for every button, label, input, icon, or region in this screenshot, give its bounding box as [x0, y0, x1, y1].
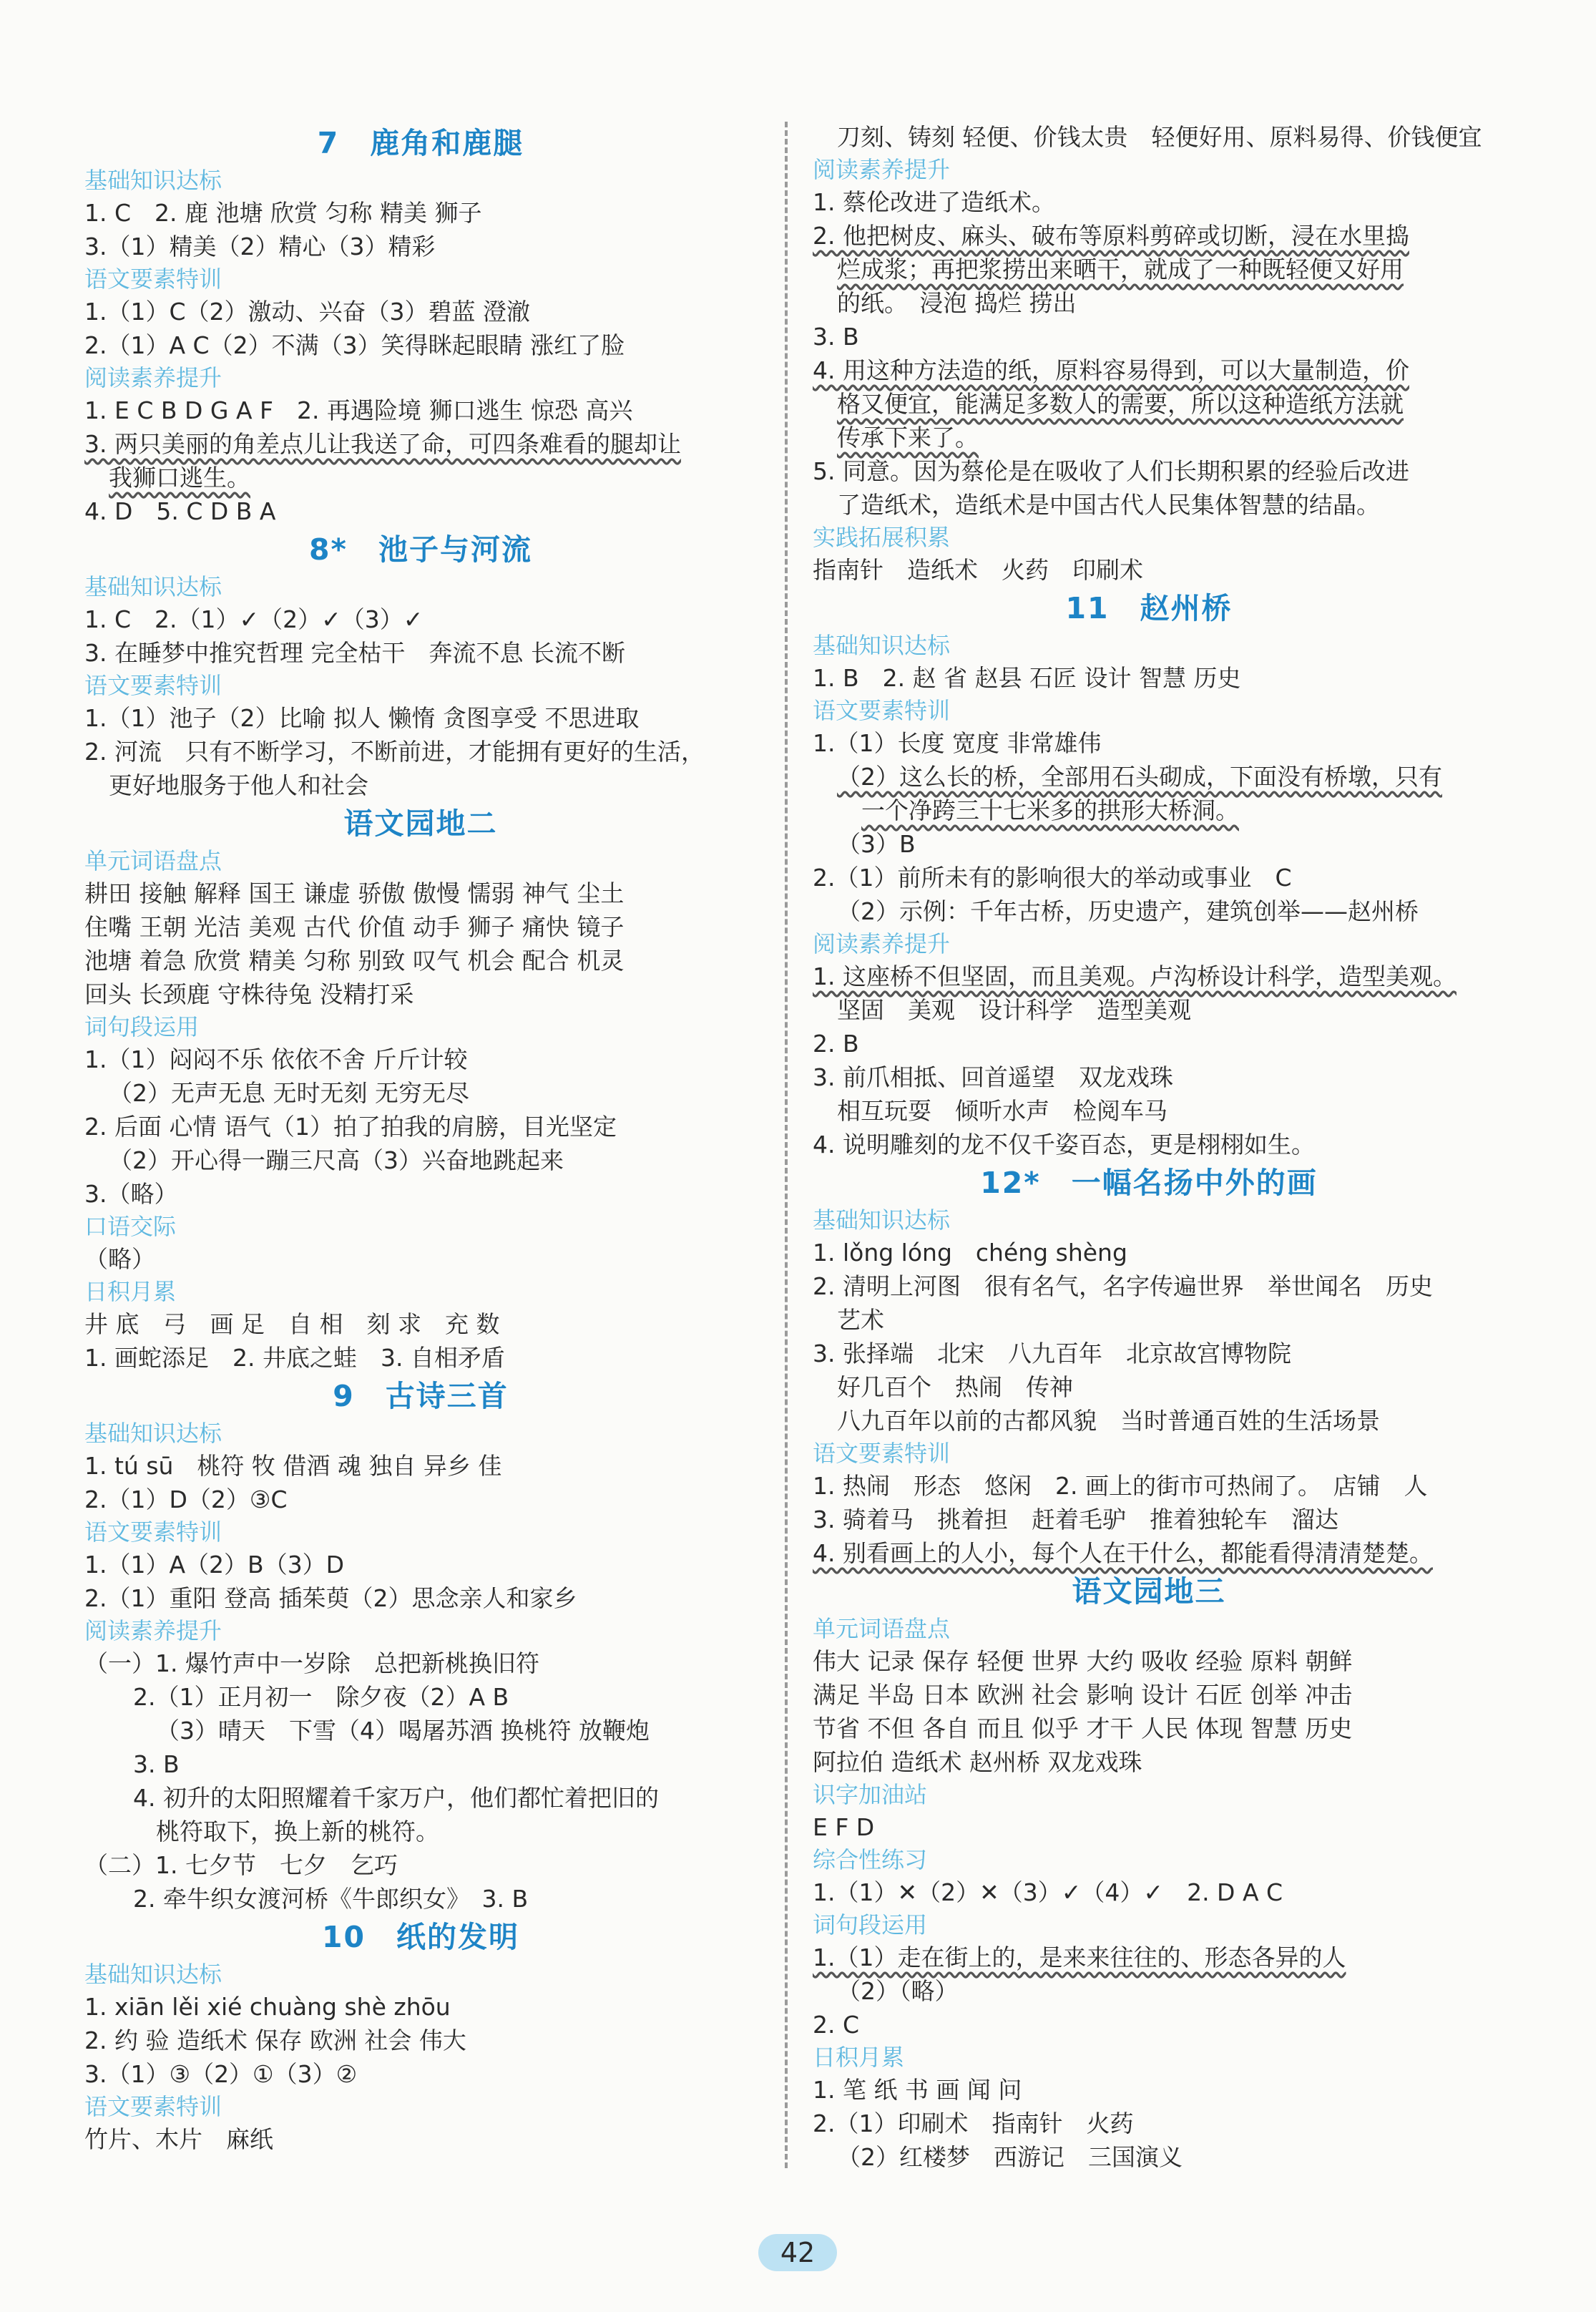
answer-line: 竹片、木片 麻纸	[84, 2125, 273, 2153]
answer-line: 2. 清明上河图 很有名气，名字传遍世界 举世闻名 历史	[813, 1272, 1433, 1300]
lesson-title: 8* 池子与河流	[309, 532, 532, 567]
answer-line: 3. 张择端 北宋 八九百年 北京故宫博物院	[813, 1340, 1291, 1367]
answer-line: 耕田 接触 解释 国王 谦虚 骄傲 傲慢 懦弱 神气 尘土	[84, 879, 625, 907]
answer-line: 3.（略）	[84, 1180, 178, 1208]
answer-line: 1.（1）A（2）B（3）D	[84, 1551, 345, 1579]
answer-line: 4. D 5. C D B A	[84, 497, 276, 525]
answer-line: 艺术	[837, 1306, 884, 1334]
section-heading: 语文要素特训	[84, 265, 222, 293]
answer-line: 1.（1）闷闷不乐 依依不舍 斤斤计较	[84, 1045, 468, 1073]
answer-line: （3）晴天 下雪（4）喝屠苏酒 换桃符 放鞭炮	[156, 1717, 650, 1745]
answer-line: 阿拉伯 造纸术 赵州桥 双龙戏珠	[813, 1748, 1142, 1776]
section-heading: 语文要素特训	[813, 697, 951, 724]
answer-line: 2.（1）重阳 登高 插茱萸（2）思念亲人和家乡	[84, 1584, 577, 1612]
answer-line: 1.（1）池子（2）比喻 拟人 懒惰 贪图享受 不思进取	[84, 704, 640, 732]
answer-line: 1. 画蛇添足 2. 井底之蛙 3. 自相矛盾	[84, 1344, 505, 1372]
answer-line: 1. 热闹 形态 悠闲 2. 画上的街市可热闹了。 店铺 人	[813, 1472, 1428, 1500]
answer-column-right	[813, 120, 1485, 2174]
answer-line: 一个净跨三十七米多的拱形大桥洞。	[861, 796, 1239, 824]
answer-line: 3. B	[133, 1750, 180, 1778]
answer-line: 5. 同意。因为蔡伦是在吸收了人们长期积累的经验后改进	[813, 457, 1409, 485]
answer-line: 传承下来了。	[837, 424, 979, 452]
answer-line: 1. lǒng lóng chéng shèng	[813, 1239, 1127, 1267]
answer-line: 相互玩耍 倾听水声 检阅车马	[837, 1097, 1167, 1125]
section-heading: 基础知识达标	[84, 573, 222, 600]
answer-line: 2. 河流 只有不断学习，不断前进，才能拥有更好的生活，	[84, 738, 705, 766]
answer-line: 2.（1）A C（2）不满（3）笑得眯起眼睛 涨红了脸	[84, 331, 625, 359]
answer-line: 1. 笔 纸 书 画 闻 问	[813, 2076, 1022, 2104]
answer-line: 1.（1）走在街上的，是来来往往的、形态各异的人	[813, 1943, 1346, 1971]
answer-line: 了造纸术，造纸术是中国古代人民集体智慧的结晶。	[837, 491, 1380, 519]
lesson-title: 10 纸的发明	[321, 1920, 520, 1954]
lesson-title: 9 古诗三首	[333, 1379, 509, 1413]
answer-line: （二）1. 七夕节 七夕 乞巧	[84, 1851, 398, 1879]
answer-line: 4. 别看画上的人小，每个人在干什么，都能看得清清楚楚。	[813, 1539, 1433, 1567]
answer-line: 1.（1）C（2）激动、兴奋（3）碧蓝 澄澈	[84, 298, 531, 326]
answer-column-left	[84, 122, 757, 2156]
answer-line: （2）（略）	[837, 1977, 959, 2005]
answer-line: 1. 蔡伦改进了造纸术。	[813, 188, 1055, 216]
answer-line: （2）开心得一蹦三尺高（3）兴奋地跳起来	[109, 1146, 564, 1174]
answer-line: 3. 两只美丽的角差点儿让我送了命，可四条难看的腿却让	[84, 430, 681, 458]
answer-line: 烂成浆；再把浆捞出来晒干，就成了一种既轻便又好用	[837, 255, 1404, 283]
answer-line: 4. 用这种方法造的纸，原料容易得到，可以大量制造，价	[813, 356, 1409, 384]
answer-line: 1. xiān lěi xié chuàng shè zhōu	[84, 1993, 451, 2021]
column-divider	[785, 122, 788, 2168]
section-heading: 词句段运用	[813, 1911, 928, 1938]
section-heading: 实践拓展积累	[813, 524, 951, 551]
answer-line: 3. B	[813, 323, 859, 351]
answer-line: 好几百个 热闹 传神	[837, 1373, 1073, 1401]
answer-line: 伟大 记录 保存 轻便 世界 大约 吸收 经验 原料 朝鲜	[813, 1647, 1353, 1675]
answer-line: 格又便宜，能满足多数人的需要，所以这种造纸方法就	[837, 390, 1404, 418]
answer-line: 2.（1）D（2）③C	[84, 1486, 288, 1513]
answer-line: 1. B 2. 赵 省 赵县 石匠 设计 智慧 历史	[813, 664, 1241, 692]
answer-line: 2. 牵牛织女渡河桥《牛郎织女》 3. B	[133, 1885, 529, 1913]
answer-line: （2）这么长的桥，全部用石头砌成，下面没有桥墩，只有	[837, 763, 1442, 791]
section-heading: 语文要素特训	[813, 1440, 951, 1467]
answer-line: 住嘴 王朝 光洁 美观 古代 价值 动手 狮子 痛快 镜子	[84, 913, 625, 941]
answer-line: 八九百年以前的古都风貌 当时普通百姓的生活场景	[837, 1407, 1380, 1435]
answer-line: 3.（1）精美（2）精心（3）精彩	[84, 233, 436, 260]
answer-line: 1.（1）✕（2）✕（3）✓（4）✓ 2. D A C	[813, 1878, 1283, 1906]
lesson-title: 语文园地三	[1072, 1574, 1226, 1609]
answer-line: （2）红楼梦 西游记 三国演义	[837, 2143, 1183, 2171]
section-heading: 阅读素养提升	[84, 1617, 222, 1644]
answer-line: 池塘 着急 欣赏 精美 匀称 别致 叹气 机会 配合 机灵	[84, 947, 625, 975]
answer-line: 我狮口逃生。	[109, 464, 250, 492]
section-heading: 识字加油站	[813, 1781, 928, 1808]
lesson-title: 12* 一幅名扬中外的画	[980, 1166, 1318, 1200]
answer-line: 1.（1）长度 宽度 非常雄伟	[813, 729, 1102, 757]
answer-line: 2. B	[813, 1030, 859, 1058]
section-heading: 基础知识达标	[84, 1961, 222, 1988]
section-heading: 口语交际	[84, 1213, 177, 1240]
answer-line: （2）示例：千年古桥，历史遗产，建筑创举——赵州桥	[837, 897, 1419, 925]
answer-line: 2. 约 验 造纸术 保存 欧洲 社会 伟大	[84, 2026, 466, 2054]
lesson-title: 7 鹿角和鹿腿	[317, 126, 524, 160]
answer-line: 2. 后面 心情 语气（1）拍了拍我的肩膀，目光坚定	[84, 1113, 617, 1141]
section-heading: 基础知识达标	[813, 1206, 951, 1234]
answer-line: 1. 这座桥不但坚固，而且美观。卢沟桥设计科学，造型美观。	[813, 962, 1457, 990]
answer-line: 1. E C B D G A F 2. 再遇险境 狮口逃生 惊恐 高兴	[84, 396, 633, 424]
section-heading: 基础知识达标	[84, 1420, 222, 1447]
answer-line: 2.（1）印刷术 指南针 火药	[813, 2109, 1134, 2137]
answer-line: （3）B	[837, 830, 916, 858]
answer-line: 桃符取下，换上新的桃符。	[156, 1818, 439, 1845]
answer-line: 4. 说明雕刻的龙不仅千姿百态，更是栩栩如生。	[813, 1131, 1315, 1159]
section-heading: 单元词语盘点	[813, 1615, 951, 1642]
answer-line: 井 底 弓 画 足 自 相 刻 求 充 数	[84, 1310, 500, 1338]
section-heading: 日积月累	[813, 2044, 905, 2071]
answer-line: 回头 长颈鹿 守株待兔 没精打采	[84, 980, 414, 1008]
answer-line: 1. C 2.（1）✓（2）✓（3）✓	[84, 605, 424, 633]
answer-line: 2.（1）正月初一 除夕夜（2）A B	[133, 1683, 509, 1711]
answer-line: 2. 他把树皮、麻头、破布等原料剪碎或切断，浸在水里捣	[813, 222, 1409, 250]
lesson-title: 语文园地二	[343, 806, 498, 841]
answer-line: （略）	[84, 1245, 155, 1273]
answer-line: 3.（1）③（2）①（3）②	[84, 2060, 358, 2088]
answer-line: 2.（1）前所未有的影响很大的举动或事业 C	[813, 864, 1292, 892]
section-heading: 阅读素养提升	[84, 364, 222, 391]
answer-line: （一）1. 爆竹声中一岁除 总把新桃换旧符	[84, 1649, 539, 1677]
answer-line: （2）无声无息 无时无刻 无穷无尽	[109, 1079, 469, 1107]
section-heading: 基础知识达标	[813, 632, 951, 659]
answer-line: 1. tú sū 桃符 牧 借酒 魂 独自 异乡 佳	[84, 1452, 502, 1480]
answer-line: 3. 前爪相抵、回首遥望 双龙戏珠	[813, 1063, 1173, 1091]
section-heading: 单元词语盘点	[84, 847, 222, 874]
section-heading: 阅读素养提升	[813, 930, 951, 957]
answer-line: 1. C 2. 鹿 池塘 欣赏 匀称 精美 狮子	[84, 199, 482, 227]
answer-line: 3. 骑着马 挑着担 赶着毛驴 推着独轮车 溜达	[813, 1506, 1338, 1533]
answer-line: 刀刻、铸刻 轻便、价钱太贵 轻便好用、原料易得、价钱便宜	[837, 123, 1482, 151]
answer-line: E F D	[813, 1813, 875, 1841]
answer-line: 的纸。 浸泡 捣烂 捞出	[837, 289, 1077, 317]
answer-line: 指南针 造纸术 火药 印刷术	[813, 556, 1143, 584]
section-heading: 阅读素养提升	[813, 156, 951, 183]
section-heading: 综合性练习	[813, 1846, 928, 1873]
answer-line: 4. 初升的太阳照耀着千家万户，他们都忙着把旧的	[133, 1784, 659, 1812]
answer-line: 满足 半岛 日本 欧洲 社会 影响 设计 石匠 创举 冲击	[813, 1681, 1353, 1709]
section-heading: 语文要素特训	[84, 1518, 222, 1546]
section-heading: 语文要素特训	[84, 672, 222, 699]
answer-line: 坚固 美观 设计科学 造型美观	[837, 996, 1191, 1024]
section-heading: 基础知识达标	[84, 167, 222, 194]
answer-line: 更好地服务于他人和社会	[109, 771, 368, 799]
section-heading: 词句段运用	[84, 1013, 200, 1040]
page-number: 42	[758, 2234, 837, 2271]
answer-line: 3. 在睡梦中推究哲理 完全枯干 奔流不息 长流不断	[84, 639, 625, 667]
section-heading: 语文要素特训	[84, 2093, 222, 2120]
lesson-title: 11 赵州桥	[1065, 591, 1233, 625]
answer-line: 2. C	[813, 2011, 860, 2039]
answer-line: 节省 不但 各自 而且 似乎 才干 人民 体现 智慧 历史	[813, 1715, 1353, 1742]
section-heading: 日积月累	[84, 1278, 177, 1305]
